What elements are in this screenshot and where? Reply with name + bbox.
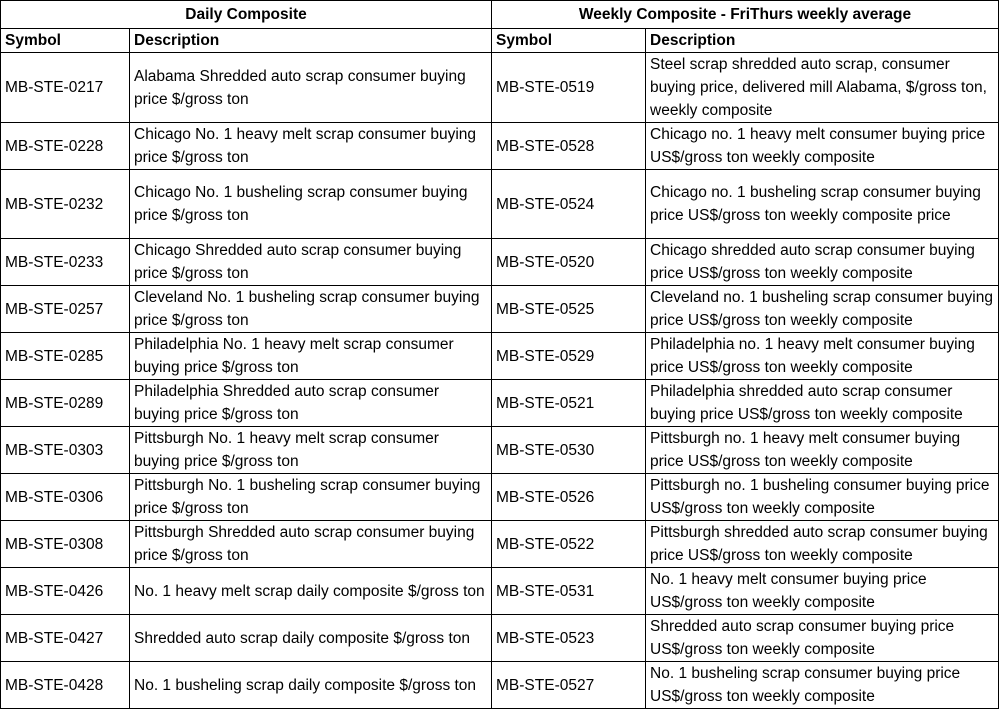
weekly-description-cell: No. 1 heavy melt consumer buying price US$/gross ton weekly composite xyxy=(646,568,999,615)
table-row xyxy=(1,521,999,568)
weekly-symbol-cell: MB-STE-0529 xyxy=(492,333,646,380)
weekly-symbol-cell: MB-STE-0526 xyxy=(492,474,646,521)
weekly-description-cell: Steel scrap shredded auto scrap, consumer buying price, delivered mill Alabama, $/gross ton, weekly composite xyxy=(646,53,999,123)
weekly-symbol-cell: MB-STE-0520 xyxy=(492,239,646,286)
table-row xyxy=(1,474,999,521)
daily-description-cell: No. 1 busheling scrap daily composite $/gross ton xyxy=(130,662,492,709)
daily-symbol-cell: MB-STE-0426 xyxy=(1,568,130,615)
daily-description-cell: Philadelphia No. 1 heavy melt scrap consumer buying price $/gross ton xyxy=(130,333,492,380)
daily-symbol-cell: MB-STE-0308 xyxy=(1,521,130,568)
daily-description-cell: Pittsburgh No. 1 heavy melt scrap consumer buying price $/gross ton xyxy=(130,427,492,474)
weekly-symbol-cell: MB-STE-0522 xyxy=(492,521,646,568)
weekly-description-cell: Chicago no. 1 busheling scrap consumer buying price US$/gross ton weekly composite price xyxy=(646,170,999,239)
daily-description-cell: Pittsburgh No. 1 busheling scrap consumer buying price $/gross ton xyxy=(130,474,492,521)
group-header-row xyxy=(1,1,999,29)
daily-description-column-header: Description xyxy=(130,29,492,53)
table-row xyxy=(1,662,999,709)
daily-description-cell: Philadelphia Shredded auto scrap consumer buying price $/gross ton xyxy=(130,380,492,427)
weekly-description-cell: Chicago no. 1 heavy melt consumer buying price US$/gross ton weekly composite xyxy=(646,123,999,170)
daily-symbol-cell: MB-STE-0306 xyxy=(1,474,130,521)
weekly-description-cell: Cleveland no. 1 busheling scrap consumer buying price US$/gross ton weekly composite xyxy=(646,286,999,333)
daily-symbol-cell: MB-STE-0289 xyxy=(1,380,130,427)
table-row xyxy=(1,170,999,239)
weekly-symbol-cell: MB-STE-0523 xyxy=(492,615,646,662)
weekly-symbol-cell: MB-STE-0528 xyxy=(492,123,646,170)
daily-symbol-cell: MB-STE-0427 xyxy=(1,615,130,662)
daily-symbol-cell: MB-STE-0428 xyxy=(1,662,130,709)
weekly-symbol-cell: MB-STE-0524 xyxy=(492,170,646,239)
weekly-description-cell: Chicago shredded auto scrap consumer buying price US$/gross ton weekly composite xyxy=(646,239,999,286)
weekly-symbol-cell: MB-STE-0530 xyxy=(492,427,646,474)
weekly-description-cell: Shredded auto scrap consumer buying price US$/gross ton weekly composite xyxy=(646,615,999,662)
daily-symbol-cell: MB-STE-0233 xyxy=(1,239,130,286)
weekly-description-cell: Pittsburgh shredded auto scrap consumer buying price US$/gross ton weekly composite xyxy=(646,521,999,568)
weekly-symbol-cell: MB-STE-0527 xyxy=(492,662,646,709)
weekly-description-cell: Philadelphia shredded auto scrap consumer buying price US$/gross ton weekly composite xyxy=(646,380,999,427)
table-row xyxy=(1,239,999,286)
daily-description-cell: Shredded auto scrap daily composite $/gross ton xyxy=(130,615,492,662)
daily-symbol-cell: MB-STE-0228 xyxy=(1,123,130,170)
daily-description-cell: Cleveland No. 1 busheling scrap consumer buying price $/gross ton xyxy=(130,286,492,333)
daily-description-cell: Alabama Shredded auto scrap consumer buying price $/gross ton xyxy=(130,53,492,123)
weekly-symbol-column-header: Symbol xyxy=(492,29,646,53)
weekly-symbol-cell: MB-STE-0521 xyxy=(492,380,646,427)
weekly-symbol-cell: MB-STE-0519 xyxy=(492,53,646,123)
table-row xyxy=(1,427,999,474)
daily-symbol-cell: MB-STE-0257 xyxy=(1,286,130,333)
daily-symbol-cell: MB-STE-0303 xyxy=(1,427,130,474)
weekly-description-column-header: Description xyxy=(646,29,999,53)
weekly-description-cell: Pittsburgh no. 1 heavy melt consumer buying price US$/gross ton weekly composite xyxy=(646,427,999,474)
daily-symbol-cell: MB-STE-0232 xyxy=(1,170,130,239)
table-row xyxy=(1,333,999,380)
weekly-description-cell: No. 1 busheling scrap consumer buying price US$/gross ton weekly composite xyxy=(646,662,999,709)
daily-composite-header: Daily Composite xyxy=(1,1,492,29)
column-header-row xyxy=(1,29,999,53)
table-row xyxy=(1,123,999,170)
daily-description-cell: Chicago Shredded auto scrap consumer buying price $/gross ton xyxy=(130,239,492,286)
table-row xyxy=(1,568,999,615)
weekly-symbol-cell: MB-STE-0525 xyxy=(492,286,646,333)
weekly-composite-header: Weekly Composite - FriThurs weekly average xyxy=(492,1,999,29)
weekly-symbol-cell: MB-STE-0531 xyxy=(492,568,646,615)
daily-description-cell: Pittsburgh Shredded auto scrap consumer buying price $/gross ton xyxy=(130,521,492,568)
weekly-description-cell: Philadelphia no. 1 heavy melt consumer buying price US$/gross ton weekly composite xyxy=(646,333,999,380)
daily-symbol-cell: MB-STE-0285 xyxy=(1,333,130,380)
table-row xyxy=(1,615,999,662)
daily-symbol-column-header: Symbol xyxy=(1,29,130,53)
weekly-description-cell: Pittsburgh no. 1 busheling consumer buying price US$/gross ton weekly composite xyxy=(646,474,999,521)
daily-symbol-cell: MB-STE-0217 xyxy=(1,53,130,123)
daily-description-cell: Chicago No. 1 busheling scrap consumer buying price $/gross ton xyxy=(130,170,492,239)
table-row xyxy=(1,286,999,333)
daily-description-cell: Chicago No. 1 heavy melt scrap consumer buying price $/gross ton xyxy=(130,123,492,170)
daily-description-cell: No. 1 heavy melt scrap daily composite $/gross ton xyxy=(130,568,492,615)
table-row xyxy=(1,380,999,427)
table-row xyxy=(1,53,999,123)
